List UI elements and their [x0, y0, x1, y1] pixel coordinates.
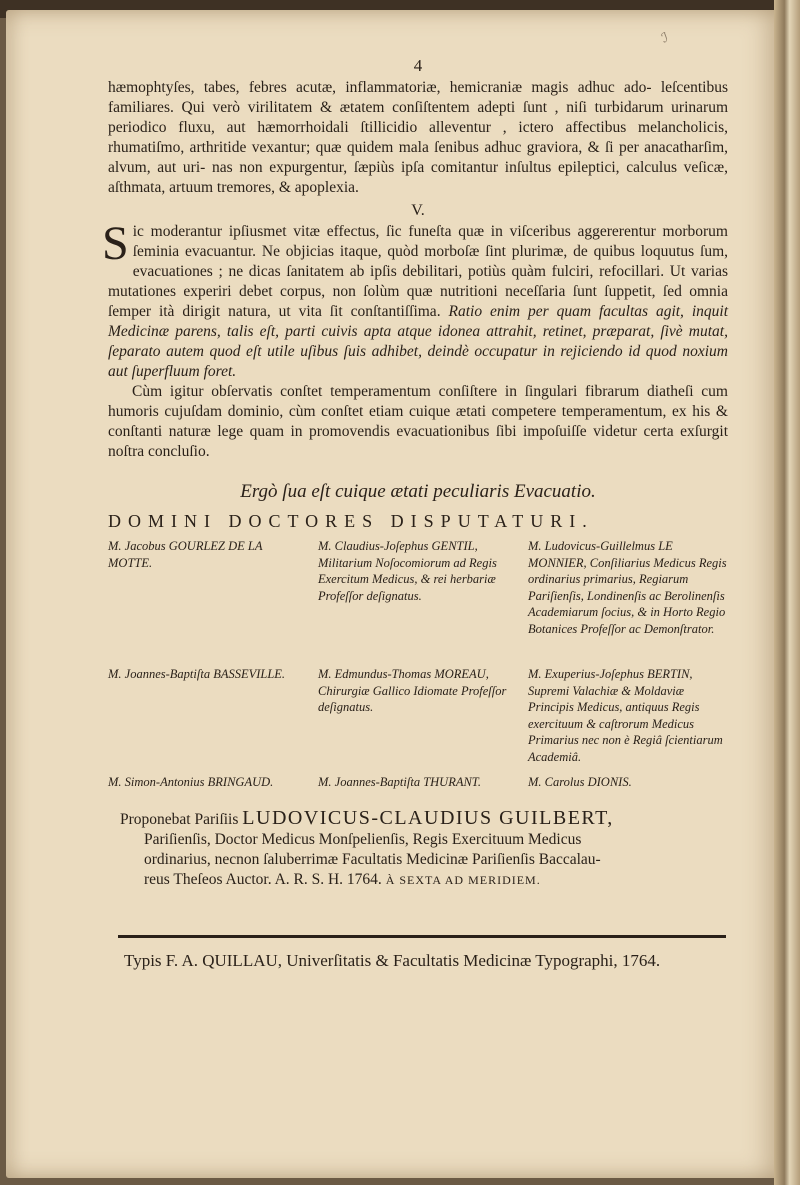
proponebat-line-3: ordinarius, necnon ſaluberrimæ Facultatis Medicinæ Pariſienſis Baccalau- — [144, 851, 601, 868]
divider-rule — [118, 935, 726, 938]
printer-imprint: Typis F. A. QUILLAU, Univerſitatis & Facultatis Medicinæ Typographi, 1764. — [124, 951, 661, 970]
intro-line: leſcentibus familiares. Qui verò virilitatem & ætatem conſiſtentem adepti ſunt , — [108, 79, 728, 116]
intro-text — [108, 78, 728, 198]
section-v-quote: Ratio enim per quam facultas agit, inquit Medicinæ parens, talis eſt, parti cuivis apta atque idonea attrahit, retinet, præparat, ſivè mutat, ſeparato autem quod eſt utile uſibus ſuis adhibet, deindè occupatur in rejiciendo id quod noxium aut ſuperfluum foret. — [108, 303, 729, 380]
margin-mark: ℐ — [659, 29, 671, 46]
dropcap-letter: S — [102, 217, 129, 270]
doctor-entry: M. Carolus DIONIS. — [528, 775, 632, 789]
proponebat-line-4 — [108, 870, 728, 890]
section-v-paragraph-1 — [102, 217, 729, 382]
page-content — [102, 52, 729, 890]
section-v-paragraph-2: Cùm igitur obſervatis conſtet temperamentum conſiſtere in ſingulari fibrarum diatheſi cum humoris cujuſdam dominio, cùm conſtet etiam cuique ætati competere temperamentum, ex his & conſtanti naturæ lege quam in promovendis evacuationibus ſibi impoſuiſſe videtur certa exſurgit noſtra concluſio. — [108, 383, 728, 460]
doctor-entry: M. Claudius-Joſephus GENTIL, Militarium Noſocomiorum ad Regis Exercitum Medicus, & rei herbariæ Profeſſor deſignatus. — [318, 539, 497, 603]
section-label: V. — [411, 202, 425, 219]
book-spine-edge — [774, 0, 800, 1185]
intro-line: ictero affectibus melancholicis, rhumatiſmo, arthritide vexantur; quæ quidem — [108, 119, 728, 156]
intro-paragraph — [108, 78, 728, 198]
section-v-text: ic moderantur ipſiusmet vitæ effectus, ſic funeſta quæ in viſceribus aggererentur morborum ſeminia evacuantur. Ne objicias itaque, quòd morboſæ ſint plurimæ, de quibus loquutus ſum, evacuationes ; ne dicas ſanitatem ab ipſis debilitari, potiùs quàm fulciri, refocillari. Ut varias mutationes experiri debet corpus, non ſolùm quæ nutritioni neceſſaria ſunt ſuppetit, ſed omnia ſemper ità dirigit natura, ut vita ſit conſtantiſſima. — [108, 223, 728, 320]
doctor-entry: M. Ludovicus-Guillelmus LE MONNIER, Conſiliarius Medicus Regis ordinarius primarius, Regiarum Pariſienſis, Londinenſis ac Berolinenſis Academiarum ſocius, & in Horto Regio Botanices Profeſſor ac Demonſtrator. — [528, 539, 727, 636]
conclusion-statement: Ergò ſua eſt cuique ætati peculiaris Evacuatio. — [240, 481, 596, 502]
intro-line: nas non expurgentur, ſæpiùs ipſa comitantur inſultus epileptici, calculus veſicæ, — [212, 159, 728, 176]
page-number: 4 — [413, 56, 423, 75]
thesis-date: reus Theſeos Auctor. A. R. S. H. 1764. — [144, 871, 382, 888]
doctors-header: DOMINI DOCTORES DISPUTATURI. — [108, 511, 594, 531]
proponebat-line-1 — [108, 808, 728, 830]
thesis-time: À SEXTA AD MERIDIEM. — [385, 873, 541, 887]
intro-line: niſi turbidarum urinarum periodico fluxu, aut hæmorrhoidali ſtillicidio alleventur , — [108, 99, 729, 136]
proponebat-block — [108, 808, 728, 890]
doctor-entry: M. Simon-Antonius BRINGAUD. — [108, 775, 274, 789]
intro-line: hæmophtyſes, tabes, febres acutæ, inflammatoriæ, hemicraniæ magis adhuc ado- — [108, 79, 652, 96]
doctor-entry: M. Exuperius-Joſephus BERTIN, Supremi Valachiæ & Moldaviæ Principis Medicus, antiquus Regis exercituum & caſtrorum Medicus Primarius nec non è Regiâ ſcientiarum Academiâ. — [528, 667, 723, 764]
doctor-entry: M. Joannes-Baptiſta THURANT. — [318, 775, 481, 789]
doctors-grid — [108, 538, 728, 802]
intro-line: mala ſenibus adhuc graviora, & ſi per anacatharſim, alvum, aut uri- — [108, 139, 729, 176]
doctor-entry: M. Edmundus-Thomas MOREAU, Chirurgiæ Gallico Idiomate Profeſſor deſignatus. — [318, 667, 507, 714]
doctor-entry: M. Joannes-Baptiſta BASSEVILLE. — [108, 667, 286, 681]
proponebat-prefix: Proponebat Pariſiis — [120, 811, 239, 828]
doctor-entry: M. Jacobus GOURLEZ DE LA MOTTE. — [108, 539, 263, 570]
author-name: LUDOVICUS-CLAUDIUS GUILBERT, — [242, 807, 614, 829]
intro-line: aſthmata, artuum tremores, & apoplexia. — [108, 179, 359, 196]
proponebat-line-2: Pariſienſis, Doctor Medicus Monſpelienſis, Regis Exercituum Medicus — [144, 831, 582, 848]
